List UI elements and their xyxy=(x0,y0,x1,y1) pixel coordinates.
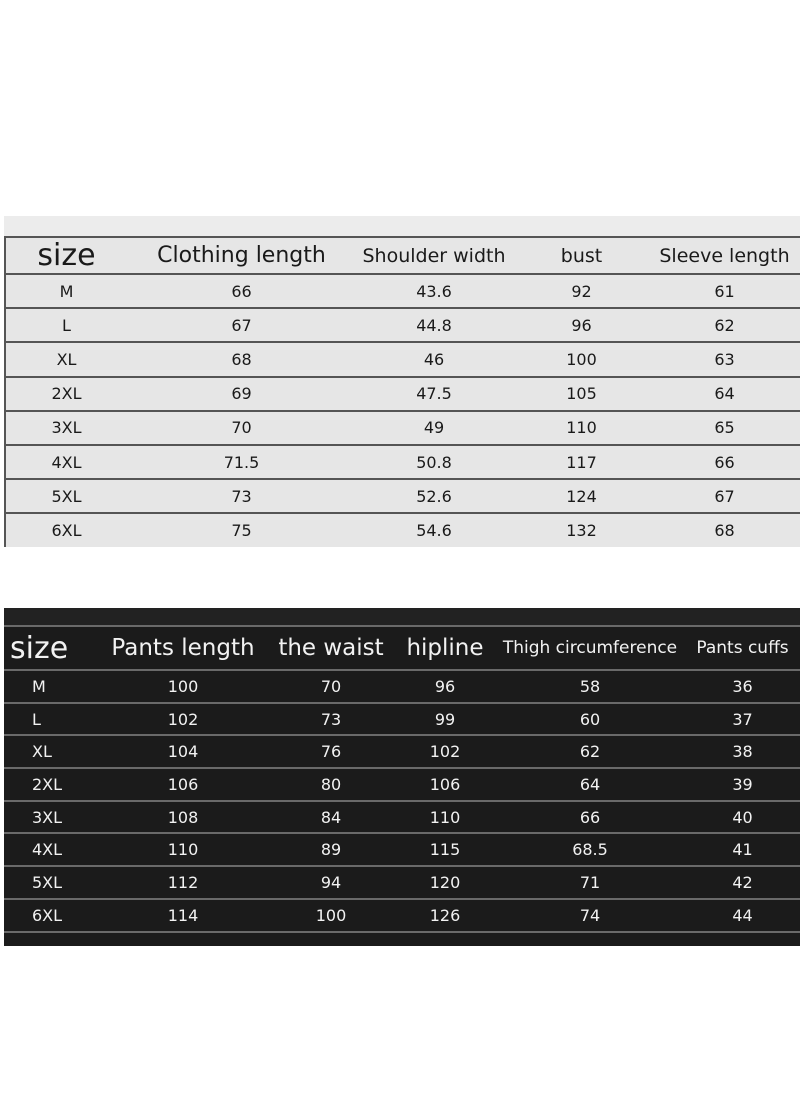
table-row xyxy=(4,735,800,768)
table-cell: 110 xyxy=(429,807,461,827)
table-cell: 102 xyxy=(429,742,461,762)
table-cell: 73 xyxy=(231,486,252,506)
table-cell: 46 xyxy=(423,349,445,369)
table-cell: 70 xyxy=(231,418,252,438)
table-cell: 52.6 xyxy=(416,486,452,506)
table-cell: 39 xyxy=(732,774,753,794)
table-cell: 69 xyxy=(231,384,252,404)
table-cell: 67 xyxy=(231,315,252,335)
table-cell: 67 xyxy=(714,486,735,506)
table-cell: 106 xyxy=(167,774,199,794)
table-cell: 64 xyxy=(579,774,601,794)
table-row xyxy=(4,513,800,547)
table-row xyxy=(4,833,800,866)
table-row xyxy=(4,377,800,411)
table-cell: 36 xyxy=(732,676,753,696)
table-cell: 54.6 xyxy=(416,521,452,541)
table-cell: 124 xyxy=(566,486,597,506)
table-cell: 38 xyxy=(732,742,753,762)
table-cell: 50.8 xyxy=(416,452,452,472)
table-cell: 100 xyxy=(167,676,199,696)
header-pants-length: Pants length xyxy=(111,635,255,661)
table-cell: 70 xyxy=(320,676,342,696)
table-cell: 102 xyxy=(167,709,199,729)
table-cell: 2XL xyxy=(32,774,63,794)
table-cell: 100 xyxy=(315,905,347,925)
table-cell: 66 xyxy=(714,452,735,472)
table-cell: 3XL xyxy=(32,807,63,827)
pants-size-table xyxy=(4,625,800,933)
table-left-border xyxy=(4,236,6,547)
table-cell: 47.5 xyxy=(416,384,452,404)
table-cell: 42 xyxy=(732,872,753,892)
table-cell: 44.8 xyxy=(416,315,452,335)
table-cell: 76 xyxy=(320,742,342,762)
table-row xyxy=(4,801,800,834)
clothing-size-table xyxy=(4,236,800,548)
table-cell: 132 xyxy=(566,521,597,541)
table-cell: 80 xyxy=(320,774,342,794)
table-cell: 89 xyxy=(320,840,342,860)
table-cell: 37 xyxy=(732,709,753,729)
table-cell: 84 xyxy=(320,807,342,827)
table-cell: 43.6 xyxy=(416,281,452,301)
table-cell: 110 xyxy=(566,418,597,438)
table-cell: L xyxy=(62,315,71,335)
header-pants-cuffs: Pants cuffs xyxy=(696,638,789,658)
table-row xyxy=(4,479,800,513)
table-cell: 61 xyxy=(714,281,735,301)
top-band xyxy=(4,216,800,236)
table-cell: 2XL xyxy=(51,384,82,404)
table-cell: 117 xyxy=(566,452,597,472)
table-cell: XL xyxy=(32,742,52,762)
table-row xyxy=(4,899,800,932)
table-cell: 75 xyxy=(231,521,252,541)
table-cell: 40 xyxy=(732,807,753,827)
table-cell: 62 xyxy=(579,742,601,762)
header-hipline: hipline xyxy=(406,635,484,661)
header-sleeve-length: Sleeve length xyxy=(659,244,790,267)
table-row xyxy=(4,274,800,308)
table-cell: 4XL xyxy=(51,452,82,472)
table-row xyxy=(4,411,800,445)
table-cell: L xyxy=(32,709,41,729)
table-cell: 68 xyxy=(231,349,252,369)
table-cell: 58 xyxy=(579,676,601,696)
header-bust: bust xyxy=(560,244,603,267)
table-header-row xyxy=(4,626,800,670)
header-waist: the waist xyxy=(278,635,384,661)
header-size: size xyxy=(37,238,96,273)
table-cell: 108 xyxy=(167,807,199,827)
table-cell: 66 xyxy=(579,807,601,827)
table-cell: 49 xyxy=(423,418,445,438)
table-cell: 60 xyxy=(579,709,601,729)
table-cell: 5XL xyxy=(32,872,63,892)
header-size: size xyxy=(10,630,69,666)
table-cell: 120 xyxy=(429,872,461,892)
table-cell: 63 xyxy=(714,349,735,369)
clothing-size-chart xyxy=(4,216,800,547)
table-cell: 74 xyxy=(579,905,601,925)
table-cell: 96 xyxy=(571,315,592,335)
header-shoulder-width: Shoulder width xyxy=(362,244,506,267)
table-cell: 4XL xyxy=(32,840,63,860)
table-cell: 3XL xyxy=(51,418,82,438)
table-cell: M xyxy=(32,676,46,696)
table-header-row xyxy=(4,237,800,274)
table-cell: 100 xyxy=(566,349,597,369)
table-cell: 106 xyxy=(429,774,461,794)
table-row xyxy=(4,445,800,479)
table-row xyxy=(4,866,800,899)
table-cell: 68.5 xyxy=(572,840,608,860)
table-cell: M xyxy=(59,281,74,301)
table-cell: 114 xyxy=(167,905,199,925)
table-cell: 104 xyxy=(167,742,199,762)
table-cell: 64 xyxy=(714,384,735,404)
table-cell: 6XL xyxy=(32,905,63,925)
table-cell: 62 xyxy=(714,315,735,335)
table-cell: 115 xyxy=(429,840,461,860)
table-cell: 96 xyxy=(434,676,456,696)
table-row xyxy=(4,342,800,376)
table-cell: 44 xyxy=(732,905,753,925)
table-cell: 73 xyxy=(320,709,342,729)
table-cell: 110 xyxy=(167,840,199,860)
table-cell: 71.5 xyxy=(223,452,260,472)
table-row xyxy=(4,703,800,736)
table-cell: 66 xyxy=(231,281,252,301)
table-cell: 99 xyxy=(434,709,456,729)
table-cell: 94 xyxy=(320,872,342,892)
table-cell: 41 xyxy=(732,840,753,860)
table-cell: 105 xyxy=(566,384,597,404)
table-row xyxy=(4,670,800,703)
table-cell: 112 xyxy=(167,872,199,892)
table-cell: 5XL xyxy=(51,486,82,506)
table-row xyxy=(4,308,800,342)
table-cell: 126 xyxy=(429,905,461,925)
table-cell: 6XL xyxy=(51,521,82,541)
table-row xyxy=(4,768,800,801)
table-cell: 71 xyxy=(579,872,601,892)
table-cell: 92 xyxy=(571,281,592,301)
table-cell: XL xyxy=(56,349,77,369)
header-thigh-circumference: Thigh circumference xyxy=(502,638,678,658)
table-cell: 65 xyxy=(714,418,735,438)
table-cell: 68 xyxy=(714,521,735,541)
top-band xyxy=(4,608,800,625)
header-clothing-length: Clothing length xyxy=(157,243,326,268)
pants-size-chart xyxy=(4,608,800,946)
